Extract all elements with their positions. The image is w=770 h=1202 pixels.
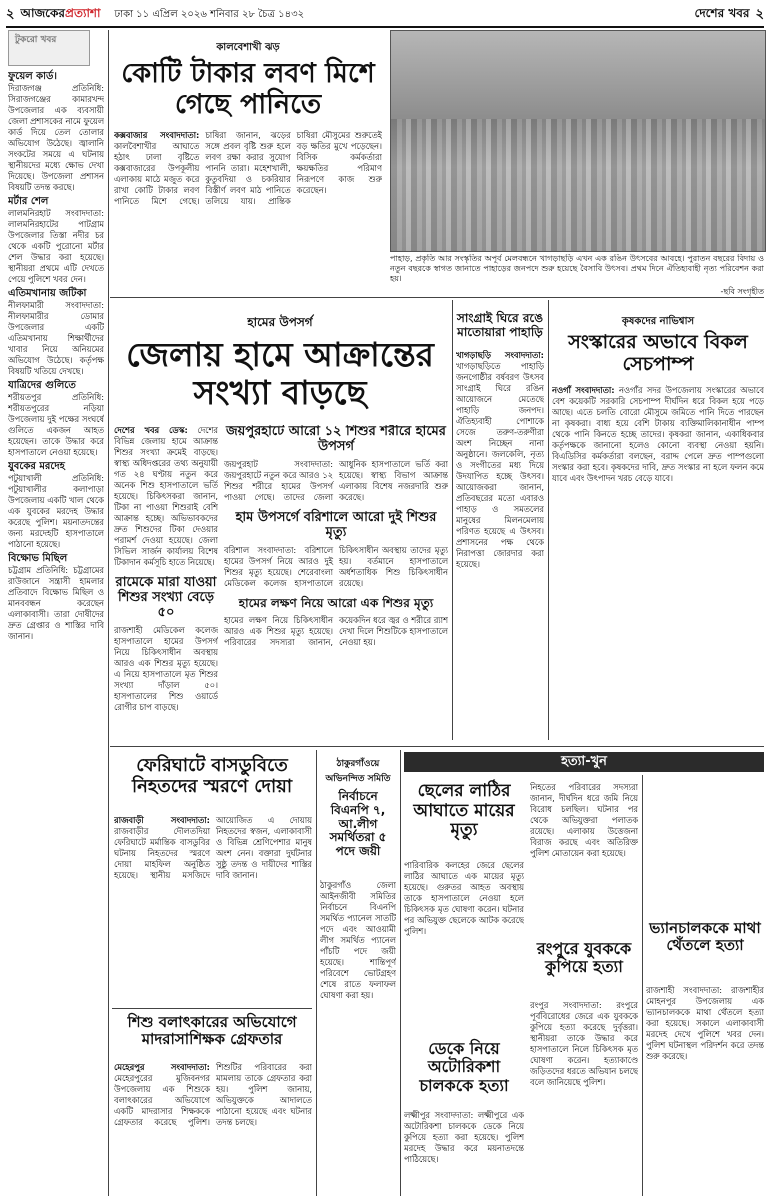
brand-prefix: আজকের xyxy=(20,6,66,20)
crime-c-text: রংপুর সংবাদদাতা: রংপুরে পূর্ববিরোধের জেরে এক যুবককে কুপিয়ে হত্যা করেছে দুর্বৃত্তরা। স্থানীয়রা তাকে উদ্ধার করে হাসপাতালে নিলে চিকিৎসক মৃত ঘোষণা করেন। হত্যাকাণ্ডে জড়িতদের ধরতে অভিযান চলছে বলে জানিয়েছে পুলিশ। xyxy=(530,1000,638,1087)
brief-item xyxy=(8,196,104,285)
dateline: ঢাকা ১১ এপ্রিল ২০২৬ শনিবার ২৮ চৈত্র ১৪৩২ xyxy=(114,8,305,20)
story4-headline: সংস্কারের অভাবে বিকল সেচপাম্প xyxy=(568,331,748,375)
page-header xyxy=(6,4,764,28)
story6-text: মেহেরপুরের মুজিবনগর উপজেলায় এক শিশুকে বলাৎকারের অভিযোগে একটি মাদরাসার শিক্ষককে গ্রেফতার করেছে পুলিশ। শিশুটির পরিবারের করা মামলায় তাকে গ্রেফতার করা হয়। পুলিশ জানায়, অভিযুক্তকে আদালতে পাঠানো হয়েছে এবং ঘটনার তদন্ত চলছে। xyxy=(114,1062,312,1127)
story6-headline: শিশু বলাৎকারের অভিযোগে মাদরাসাশিক্ষক গ্রেফতার xyxy=(127,1013,297,1049)
crime-c-body-main xyxy=(530,1000,638,1196)
story2-text: দেশের বিভিন্ন জেলায় হামে আক্রান্ত শিশুর সংখ্যা ক্রমেই বাড়ছে। স্বাস্থ্য অধিদপ্তরের তথ্য অনুযায়ী গত ২৪ ঘণ্টায় নতুন করে অনেক শিশু হাসপাতালে ভর্তি হয়েছে। চিকিৎসকরা জানান, টিকা না পাওয়া শিশুরাই বেশি আক্রান্ত হচ্ছে। অভিভাবকদের দ্রুত শিশুদের টিকা দেওয়ার পরামর্শ দেওয়া হয়েছে। জেলা সিভিল সার্জন কার্যালয় বিশেষ টিকাদান কর্মসূচি হাতে নিয়েছে। xyxy=(114,425,218,567)
story2-kicker: হামের উপসর্গ xyxy=(247,315,313,329)
brief-item xyxy=(8,71,104,193)
brief-item xyxy=(8,380,104,458)
crime-b-text: লক্ষ্মীপুর সংবাদদাতা: লক্ষ্মীপুরে এক অটোরিকশা চালককে ডেকে নিয়ে কুপিয়ে হত্যা করা হয়েছে। পুলিশ মরদেহ উদ্ধার করে ময়নাতদন্তে পাঠিয়েছে। xyxy=(404,1110,524,1164)
brief-head: ফুয়েল কার্ড। xyxy=(8,71,57,82)
crime-a-body xyxy=(404,860,524,1010)
crime-d-text: নিহতের পরিবারের সদস্যরা জানান, দীর্ঘদিন ধরে জমি নিয়ে বিরোধ চলছিল। ঘটনার পর থেকে অভিযুক্তরা পলাতক রয়েছে। এলাকায় উত্তেজনা বিরাজ করছে এবং অতিরিক্ত পুলিশ মোতায়েন করা হয়েছে। xyxy=(530,782,638,858)
brief-head: যাত্রিদের গুলিতে xyxy=(8,380,76,391)
story5-body xyxy=(114,815,312,1005)
crime-b-headline: ডেকে নিয়ে অটোরিকশা চালককে হত্যা xyxy=(419,1039,509,1095)
story2-byline: দেশের খবর ডেস্ক: xyxy=(114,425,188,435)
tukro-khobor-logo: টুকরো খবর xyxy=(8,30,90,66)
left-news-column xyxy=(8,68,104,1196)
story5-headline: ফেরিঘাটে বাসডুবিতে নিহতদের স্মরণে দোয়া xyxy=(131,755,293,797)
column-rule xyxy=(452,300,453,740)
row-rule xyxy=(110,297,764,298)
story6-body xyxy=(114,1062,312,1196)
story3-text: খাগড়াছড়িতে পাহাড়ি জনগোষ্ঠীর বর্ষবরণ উৎসব সাংগ্রাই ঘিরে রঙিন আয়োজনে মেতেছে পাহাড়ি জনপদ। ঐতিহ্যবাহী পোশাকে সেজে তরুণ-তরুণীরা অংশ নিচ্ছেন নানা অনুষ্ঠানে। জলকেলি, নৃত্য ও সংগীতের মধ্য দিয়ে উদযাপিত হচ্ছে উৎসব। আয়োজকরা জানান, প্রতিবছরের মতো এবারও পাহাড় ও সমতলের মানুষের মিলনমেলায় পরিণত হয়েছে এ উৎসব। প্রশাসনের পক্ষ থেকে নিরাপত্তা জোরদার করা হয়েছে। xyxy=(456,361,544,569)
column-rule xyxy=(548,300,549,740)
section-page-number: ২ xyxy=(755,6,764,22)
story7-kicker: ঠাকুরগাঁওয়ে অভিনন্দিত সমিতি xyxy=(325,759,391,784)
story4-text: নওগাঁর সদর উপজেলায় সংস্কারের অভাবে বেশ কয়েকটি সরকারি সেচপাম্প দীর্ঘদিন ধরে বিকল হয়ে পড়ে আছে। এতে চলতি বোরো মৌসুমে জমিতে পানি দিতে পারছেন না কৃষকরা। বাধ্য হয়ে বেশি টাকায় ব্যক্তিমালিকানাধীন পাম্প থেকে পানি কিনতে হচ্ছে তাদের। কৃষকরা জানান, একাধিকবার কর্তৃপক্ষকে জানানো হলেও কোনো ব্যবস্থা নেওয়া হয়নি। বিএডিসির কর্মকর্তারা বলছেন, বরাদ্দ পেলে দ্রুত পাম্পগুলো সংস্কার করা হবে। কৃষকদের দাবি, দ্রুত সংস্কার না হলে ফলন কমে যাবে এবং উৎপাদন খরচ বেড়ে যাবে। xyxy=(552,385,764,483)
story2-side4-text: হামের লক্ষণ নিয়ে চিকিৎসাধীন আরও এক শিশুর মৃত্যু হয়েছে। পরিবারের সদস্যরা জানান, কয়েকদিন ধরে জ্বর ও শরীরে র‍্যাশ দেখা দিলে শিশুটিকে হাসপাতালে নেওয়া হয়। xyxy=(224,614,448,647)
newspaper-brand xyxy=(20,5,100,25)
brief-text: চট্টগ্রাম প্রতিনিধি: চট্টগ্রামের রাউজানে সন্ত্রাসী হামলার প্রতিবাদে বিক্ষোভ মিছিল ও মানববন্ধন করেছেন এলাকাবাসী। তারা দোষীদের দ্রুত গ্রেপ্তার ও শাস্তির দাবি জানান। xyxy=(8,565,104,641)
page-number: ২ xyxy=(6,6,15,22)
column-rule xyxy=(400,750,401,1196)
brief-item xyxy=(8,288,104,377)
story4-kicker: কৃষকদের নাভিশ্বাস xyxy=(621,316,695,327)
column-rule xyxy=(642,775,643,1196)
story2-side1-text: রাজশাহী মেডিকেল কলেজ হাসপাতালে হামের উপসর্গ নিয়ে চিকিৎসাধীন অবস্থায় আরও এক শিশুর মৃত্যু হয়েছে। এ নিয়ে হাসপাতালে মৃত শিশুর সংখ্যা দাঁড়াল ৫০। হাসপাতালের শিশু ওয়ার্ডে রোগীর চাপ বাড়ছে। xyxy=(114,624,218,712)
photo-caption-text: পাহাড়, প্রকৃতি আর সংস্কৃতির অপূর্ব মেলবন্ধনে খাগড়াছড়ি এখন এক রঙিন উৎসবের আবহে। পুরাতন বছরের বিদায় ও নতুন বছরকে স্বাগত জানাতে পাহাড়ের জনপদে শুরু হয়েছে বৈসাবি উৎসব। প্রথম দিনে ঐতিহ্যবাহী নৃত্য পরিবেশন করা হয়। xyxy=(390,254,764,283)
crime-a-headline: ছেলের লাঠির আঘাতে মায়ের মৃত্যু xyxy=(413,781,515,841)
story2-body xyxy=(114,425,218,745)
photo-caption xyxy=(390,254,764,286)
brand-highlight: প্রত্যাশা xyxy=(65,6,101,20)
brief-head: যুবকের মরদেহ xyxy=(8,461,65,472)
story3-body xyxy=(456,350,544,740)
story7-headline: নির্বাচনে বিএনপি ৭, আ.লীগ সমর্থিতরা ৫ পদে জয়ী xyxy=(329,789,387,859)
row-rule xyxy=(110,746,764,747)
brief-text: নীলফামারী সংবাদদাতা: নীলফামারীর ডোমার উপজেলার একটি এতিমখানায় শিক্ষার্থীদের খাবার নিয়ে অনিয়মের অভিযোগ উঠেছে। কর্তৃপক্ষ বিষয়টি খতিয়ে দেখছে। xyxy=(8,300,104,376)
story2-side3-text: বরিশাল সংবাদদাতা: বরিশালে হামের উপসর্গ নিয়ে আরও দুই শিশুর মৃত্যু হয়েছে। শেরেবাংলা মেডিকেল কলেজ হাসপাতালে চিকিৎসাধীন অবস্থায় তাদের মৃত্যু হয়। বর্তমানে হাসপাতালে অর্ধশতাধিক শিশু চিকিৎসাধীন রয়েছে। xyxy=(224,544,448,588)
story2-side4-head: হামের লক্ষণ নিয়ে আরো এক শিশুর মৃত্যু xyxy=(238,595,434,610)
story7-text: ঠাকুরগাঁও জেলা আইনজীবী সমিতির নির্বাচনে বিএনপি সমর্থিত প্যানেল সাতটি পদে এবং আওয়ামী লীগ সমর্থিত প্যানেল পাঁচটি পদে জয়ী হয়েছে। শান্তিপূর্ণ পরিবেশে ভোটগ্রহণ শেষে রাতে ফলাফল ঘোষণা করা হয়। xyxy=(320,880,396,1000)
story2-side-column xyxy=(224,425,448,745)
crime-e-body xyxy=(646,985,764,1196)
brief-text: লালমনিরহাট সংবাদদাতা: লালমনিরহাটের পাটগ্রাম উপজেলার তিস্তা নদীর চর থেকে একটি পুরোনো মর্টার শেল উদ্ধার করা হয়েছে। স্থানীয়রা প্রথমে এটি দেখতে পেয়ে পুলিশে খবর দেন। xyxy=(8,208,104,284)
brief-head: এতিমখানায় জটিকা xyxy=(8,288,87,299)
crime-a-text: পারিবারিক কলহের জেরে ছেলের লাঠির আঘাতে এক মায়ের মৃত্যু হয়েছে। গুরুতর আহত অবস্থায় তাকে হাসপাতালে নেওয়া হলে চিকিৎসক মৃত ঘোষণা করেন। ঘটনার পর অভিযুক্ত ছেলেকে আটক করেছে পুলিশ। xyxy=(404,860,524,936)
story4-body xyxy=(552,385,764,740)
story3-headline: সাংগ্রাই ঘিরে রঙে মাতোয়ারা পাহাড়ি xyxy=(456,311,544,339)
brief-text: পটুয়াখালী প্রতিনিধি: পটুয়াখালীর কলাপাড়া উপজেলায় একটি খাল থেকে এক যুবকের মরদেহ উদ্ধার করেছে পুলিশ। ময়নাতদন্তের জন্য মরদেহটি হাসপাতালে পাঠানো হয়েছে। xyxy=(8,473,104,549)
story2-headline: জেলায় হামে আক্রান্তের সংখ্যা বাড়ছে xyxy=(126,335,434,412)
brief-item xyxy=(8,461,104,550)
story5-text: রাজবাড়ীর দৌলতদিয়া ফেরিঘাটে মর্মান্তিক বাসডুবির ঘটনায় নিহতদের স্মরণে দোয়া মাহফিল অনুষ্ঠিত হয়েছে। স্থানীয় মসজিদে আয়োজিত এ দোয়ায় নিহতদের স্বজন, এলাকাবাসী ও বিভিন্ন শ্রেণিপেশার মানুষ অংশ নেন। বক্তারা দুর্ঘটনার সুষ্ঠু তদন্ত ও দায়ীদের শাস্তির দাবি জানান। xyxy=(114,815,312,880)
crime-section-label: হত্যা-খুন xyxy=(404,752,764,772)
story2-side3-head: হাম উপসর্গে বরিশালে আরো দুই শিশুর মৃত্যু xyxy=(235,509,437,540)
brief-head: মর্টার শেল xyxy=(8,196,49,207)
story2-side2-head: জয়পুরহাটে আরো ১২ শিশুর শরীরে হামের উপসর্গ xyxy=(226,425,446,454)
story2-side1-head: রামেকে মারা যাওয়া শিশুর সংখ্যা বেড়ে ৫০ xyxy=(115,575,217,620)
story2-side2-text: জয়পুরহাট সংবাদদাতা: জয়পুরহাটে নতুন করে আরও ১২ শিশুর শরীরে হামের উপসর্গ পাওয়া গেছে। তাদের জেলা আধুনিক হাসপাতালে ভর্তি করা হয়েছে। স্বাস্থ্য বিভাগ আক্রান্ত এলাকায় বিশেষ নজরদারি শুরু করেছে। xyxy=(224,458,448,502)
brief-text: শরীয়তপুর প্রতিনিধি: শরীয়তপুরের নড়িয়া উপজেলায় দুই পক্ষের সংঘর্ষে গুলিতে একজন আহত হয়েছেন। তাকে উদ্ধার করে হাসপাতালে নেওয়া হয়েছে। xyxy=(8,392,104,457)
story7-body xyxy=(320,880,396,1196)
crime-c-body xyxy=(530,782,638,932)
story5-byline: রাজবাড়ী সংবাদদাতা: xyxy=(114,815,210,825)
brief-head: বিক্ষোভ মিছিল xyxy=(8,553,68,564)
row-rule xyxy=(112,1008,312,1009)
brief-item xyxy=(8,553,104,642)
brief-text: দিরাজগঞ্জ প্রতিনিধি: সিরাজগঞ্জের কামারখন্দ উপজেলার এক ব্যবসায়ী জেলা প্রশাসকের নামে ফুয়েল কার্ড দিয়ে তেল তোলার অভিযোগ উঠেছে। জ্বালানি সংকটের সময়ে এ ঘটনায় স্থানীয়দের মধ্যে ক্ষোভ দেখা দিয়েছে। উপজেলা প্রশাসন বিষয়টি তদন্ত করছে। xyxy=(8,83,104,192)
crime-c-headline: রংপুরে যুবককে কুপিয়ে হত্যা xyxy=(536,939,632,977)
story1-text: কালবৈশাখীর আঘাতে হঠাৎ ঢালা বৃষ্টিতে কক্সবাজারের উপকূলীয় এলাকায় মাঠে মজুত করে রাখা কোটি টাকার লবণ পানিতে মিশে গেছে। চাষিরা জানান, ঝড়ের সঙ্গে প্রবল বৃষ্টি শুরু হলে লবণ রক্ষা করার সুযোগ পাননি তারা। মহেশখালী, কুতুবদিয়া ও চকরিয়ার বিস্তীর্ণ লবণ মাঠ পানিতে তলিয়ে যায়। প্রান্তিক চাষিরা মৌসুমের শুরুতেই বড় ক্ষতির মুখে পড়েছেন। বিসিক কর্মকর্তারা ক্ষয়ক্ষতির পরিমাণ নিরূপণে কাজ শুরু করেছেন। xyxy=(114,130,382,206)
story1-byline: কক্সবাজার সংবাদদাতা: xyxy=(114,130,200,140)
festival-photo xyxy=(390,30,766,252)
story1-headline: কোটি টাকার লবণ মিশে গেছে পানিতে xyxy=(121,58,375,121)
column-rule xyxy=(316,750,317,1196)
section-title: দেশের খবর xyxy=(694,6,750,20)
story3-byline: খাগড়াছড়ি সংবাদদাতা: xyxy=(456,350,544,360)
crime-e-text: রাজশাহী সংবাদদাতা: রাজশাহীর মোহনপুর উপজেলায় এক ভ্যানচালককে মাথা থেঁতলে হত্যা করা হয়েছে। সকালে এলাকাবাসী মরদেহ দেখে পুলিশে খবর দেন। পুলিশ ঘটনাস্থল পরিদর্শন করে তদন্ত শুরু করেছে। xyxy=(646,985,764,1061)
story4-byline: নওগাঁ সংবাদদাতা: xyxy=(552,385,615,395)
crime-e-headline: ভ্যানচালককে মাথা থেঁতলে হত্যা xyxy=(649,919,761,955)
story1-body xyxy=(114,130,382,292)
photo-credit: -ছবি সংগৃহীত xyxy=(720,287,764,296)
column-rule xyxy=(108,30,109,1196)
story1-kicker: কালবেশাখী ঝড় xyxy=(216,42,280,53)
story6-byline: মেহেরপুর সংবাদদাতা: xyxy=(114,1062,210,1072)
crime-b-body xyxy=(404,1110,524,1196)
